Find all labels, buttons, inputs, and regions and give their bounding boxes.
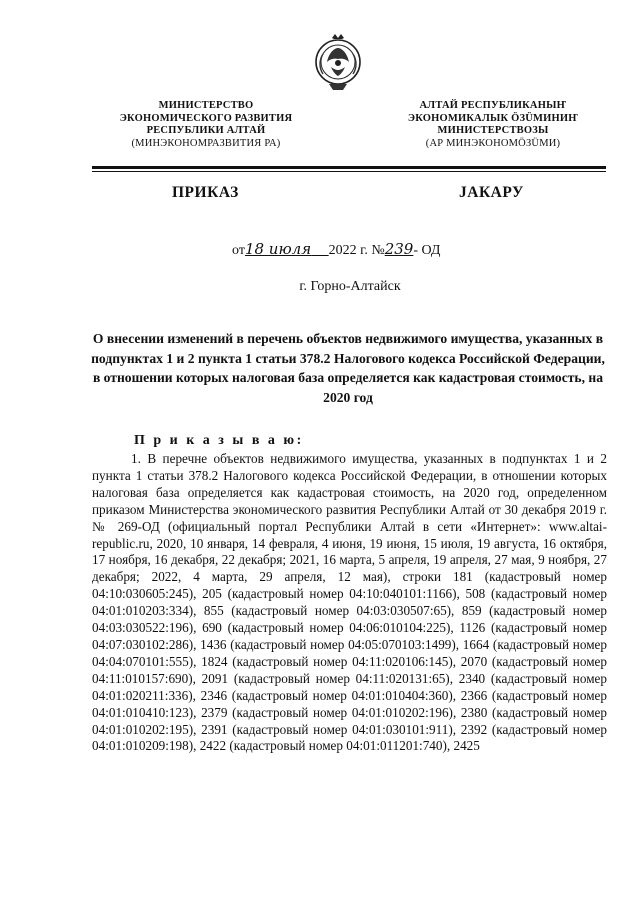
header-right-line: МИНИСТЕРСТВОЗЫ xyxy=(437,125,549,136)
header-left-line: ЭКОНОМИЧЕСКОГО РАЗВИТИЯ xyxy=(119,112,293,124)
order-body xyxy=(92,451,607,755)
coat-of-arms-icon xyxy=(313,32,363,96)
header-left-line: РЕСПУБЛИКИ АЛТАЙ xyxy=(146,125,266,136)
header-right-abbr: (АР МИНЭКОНОМÖЗÜМИ) xyxy=(425,137,561,149)
order-title-altai: ЈАКАРУ xyxy=(459,184,524,201)
order-heading: О внесении изменений в перечень объектов недвижимого имущества, указанных в подпунктах 1 и 2 пункта 1 статьи 378.2 Налогового кодекса Российской Федерации, в отношении которых налоговая база определяется как кадастровая стоимость, на 2020 год xyxy=(91,331,605,405)
order-date-number xyxy=(232,240,440,259)
ministry-header-altai xyxy=(378,100,608,150)
header-right-line: ЭКОНОМИКАЛЫК ÖЗÜМИНИҤ xyxy=(407,112,579,124)
header-left-line: МИНИСТЕРСТВО xyxy=(158,100,254,111)
city-line xyxy=(0,279,640,295)
header-divider-thin xyxy=(92,171,606,172)
ministry-header-russian xyxy=(96,100,316,150)
header-left-abbr: (МИНЭКОНОМРАЗВИТИЯ РА) xyxy=(131,137,281,149)
date-year: 2022 г. № xyxy=(328,243,385,258)
handwritten-date: 18 июля xyxy=(244,240,312,258)
date-prefix: от xyxy=(232,243,245,258)
decree-word: П р и к а з ы в а ю: xyxy=(134,433,304,448)
header-divider-thick xyxy=(92,166,606,169)
paragraph: 1. В перечне объектов недвижимого имущества, указанных в подпунктах 1 и 2 пункта 1 статьи 378.2 Налогового кодекса Российской Федерации, в отношении которых налоговая база определяется как кадастровая стоимость, на 2020 год, определенном приказом Министерства экономического развития Республики Алтай от 30 декабря 2019 г. № 269-ОД (официальный портал Республики Алтай в сети «Интернет»: www.altai-republic.ru, 2020, 10 января, 14 февраля, 4 июня, 19 июня, 15 июля, 19 августа, 16 октября, 17 ноября, 16 декабря, 22 декабря; 2021, 16 марта, 5 апреля, 19 апреля, 27 мая, 9 ноября, 27 декабря; 2022, 4 марта, 29 апреля, 12 мая), строки 181 (кадастровый номер 04:10:030605:245), 205 (кадастровый номер 04:10:040101:1166), 508 (кадастровый номер 04:01:010203:334), 855 (кадастровый номер 04:03:030507:65), 859 (кадастровый номер 04:03:030522:196), 690 (кадастровый номер 04:06:010104:225), 1126 (кадастровый номер 04:07:030102:286), 1436 (кадастровый номер 04:05:070103:1499), 1664 (кадастровый номер 04:04:070101:555), 1824 (кадастровый номер 04:11:020106:145), 2070 (кадастровый номер 04:11:010157:690), 2091 (кадастровый номер 04:11:020131:65), 2340 (кадастровый номер 04:01:020211:336), 2346 (кадастровый номер 04:01:010404:360), 2366 (кадастровый номер 04:01:010410:123), 2379 (кадастровый номер 04:01:010202:196), 2380 (кадастровый номер 04:01:010202:195), 2391 (кадастровый номер 04:01:030101:911), 2392 (кадастровый номер 04:01:010209:198), 2422 (кадастровый номер 04:01:011201:740), 2425 xyxy=(92,451,607,754)
order-title-russian: ПРИКАЗ xyxy=(172,184,239,201)
number-suffix: - ОД xyxy=(413,243,441,258)
city-name: г. Горно-Алтайск xyxy=(299,279,401,294)
header-right-line: АЛТАЙ РЕСПУБЛИКАНЫҤ xyxy=(419,100,567,111)
handwritten-number: 239 xyxy=(384,240,414,258)
